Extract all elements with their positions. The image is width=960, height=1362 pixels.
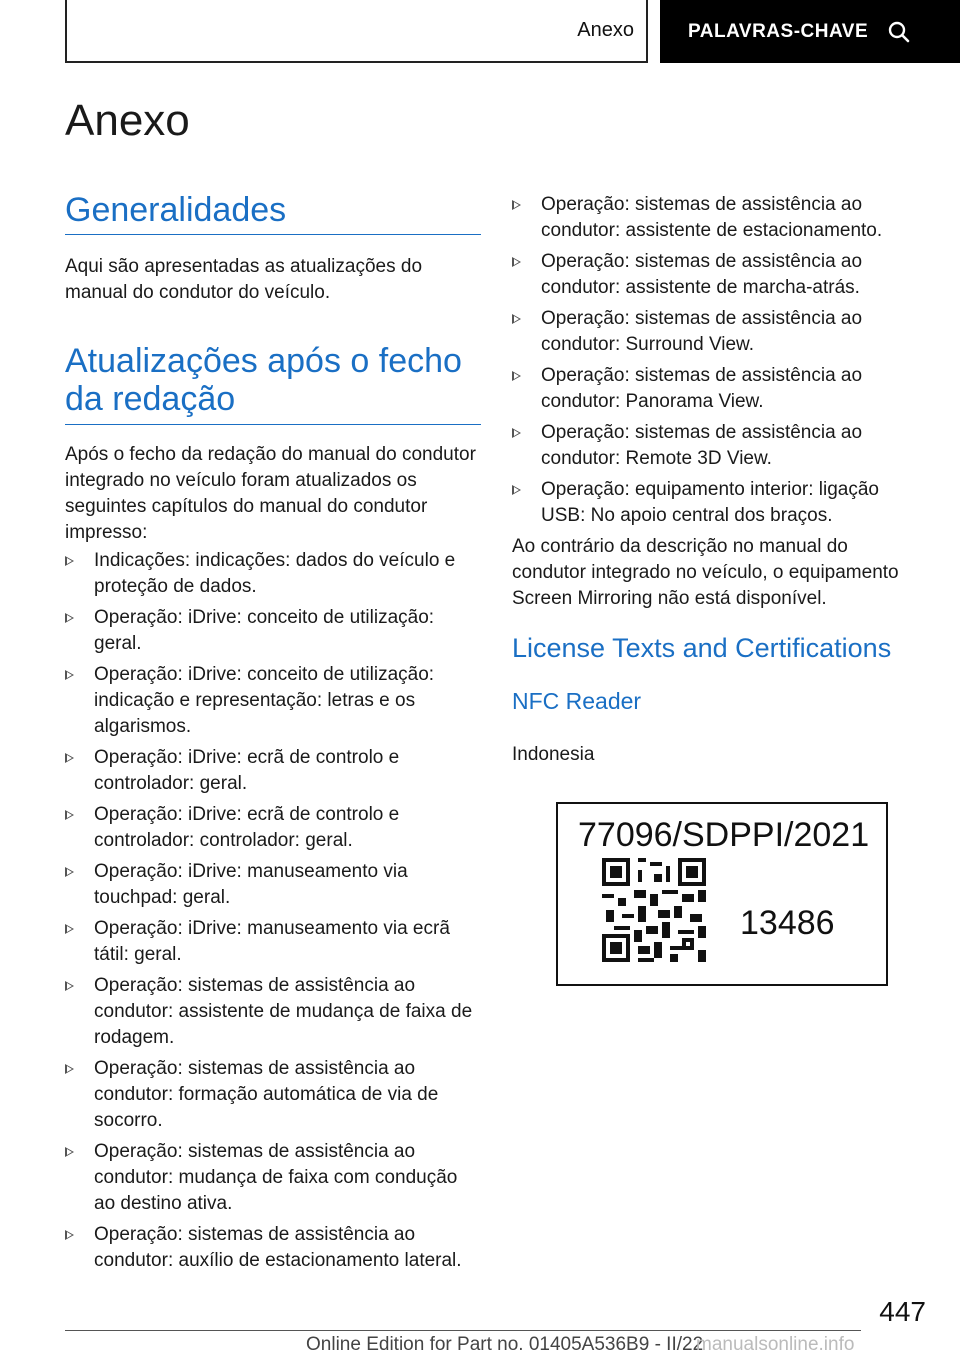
country-label: Indonesia bbox=[512, 744, 595, 765]
list-item bbox=[65, 916, 481, 968]
list-item-text: Operação: sistemas de assistência ao condutor: assistente de marcha-atrás. bbox=[541, 251, 863, 298]
header-section-tab[interactable] bbox=[65, 0, 648, 63]
chapter-list-left bbox=[65, 548, 481, 1279]
section-title-generalidades: Generalidades bbox=[65, 191, 287, 229]
list-item-text: Operação: iDrive: conceito de utilização: geral. bbox=[94, 607, 435, 654]
bullet-triangle-icon bbox=[65, 613, 74, 623]
list-item bbox=[512, 477, 922, 529]
bullet-triangle-icon bbox=[65, 810, 74, 820]
list-item bbox=[65, 662, 481, 740]
search-icon bbox=[888, 21, 910, 43]
list-item-text: Operação: equipamento interior: ligação USB: No apoio central dos braços. bbox=[541, 479, 879, 526]
section-rule bbox=[65, 234, 481, 235]
list-item-text: Indicações: indicações: dados do veículo e proteção de dados. bbox=[94, 550, 456, 597]
bullet-triangle-icon bbox=[65, 867, 74, 877]
list-item bbox=[65, 1222, 481, 1274]
list-item-text: Operação: iDrive: manuseamento via touchpad: geral. bbox=[94, 861, 408, 908]
list-item-text: Operação: iDrive: ecrã de controlo e controlador: controlador: geral. bbox=[94, 804, 400, 851]
bullet-triangle-icon bbox=[512, 314, 521, 324]
page-title: Anexo bbox=[65, 96, 190, 145]
certification-code: 77096/SDPPI/2021 bbox=[578, 816, 870, 854]
bullet-triangle-icon bbox=[65, 1230, 74, 1240]
header-section-label: Anexo bbox=[577, 19, 634, 41]
certification-label bbox=[556, 802, 888, 986]
list-item bbox=[65, 548, 481, 600]
list-item bbox=[65, 1139, 481, 1217]
section-title-license: License Texts and Certifications bbox=[512, 633, 892, 663]
list-item bbox=[512, 249, 922, 301]
bullet-triangle-icon bbox=[65, 1064, 74, 1074]
list-item bbox=[65, 859, 481, 911]
section-rule bbox=[65, 424, 481, 425]
list-item-text: Operação: iDrive: manuseamento via ecrã tátil: geral. bbox=[94, 918, 450, 965]
list-item bbox=[65, 973, 481, 1051]
atualizacoes-intro: Após o fecho da redação do manual do condutor integrado no veículo foram atualizados os seguintes capítulos do manual do condutor impresso: bbox=[65, 444, 476, 543]
atualizacoes-outro: Ao contrário da descrição no manual do condutor integrado no veículo, o equipamento Screen Mirroring não está disponível. bbox=[512, 536, 899, 609]
list-item-text: Operação: sistemas de assistência ao condutor: Panorama View. bbox=[541, 365, 863, 412]
bullet-triangle-icon bbox=[65, 981, 74, 991]
bullet-triangle-icon bbox=[65, 924, 74, 934]
bullet-triangle-icon bbox=[512, 371, 521, 381]
chapter-list-right bbox=[512, 192, 922, 534]
bullet-triangle-icon bbox=[512, 428, 521, 438]
list-item bbox=[65, 605, 481, 657]
qr-code-icon bbox=[602, 858, 706, 962]
certification-number: 13486 bbox=[740, 904, 835, 942]
generalidades-text: Aqui são apresentadas as atualizações do manual do condutor do veículo. bbox=[65, 256, 423, 303]
list-item-text: Operação: sistemas de assistência ao condutor: Surround View. bbox=[541, 308, 863, 355]
footer-rule bbox=[65, 1330, 861, 1331]
list-item bbox=[512, 420, 922, 472]
bullet-triangle-icon bbox=[512, 257, 521, 267]
list-item bbox=[512, 192, 922, 244]
watermark: manualsonline.info bbox=[696, 1334, 855, 1355]
section-subtitle-nfc: NFC Reader bbox=[512, 688, 642, 714]
list-item-text: Operação: sistemas de assistência ao condutor: assistente de estacionamento. bbox=[541, 194, 883, 241]
section-title-atualizacoes bbox=[65, 342, 462, 418]
bullet-triangle-icon bbox=[512, 485, 521, 495]
list-item-text: Operação: iDrive: ecrã de controlo e controlador: geral. bbox=[94, 747, 400, 794]
bullet-triangle-icon bbox=[512, 200, 521, 210]
bullet-triangle-icon bbox=[65, 556, 74, 566]
keywords-button[interactable] bbox=[660, 0, 960, 63]
list-item bbox=[65, 802, 481, 854]
bullet-triangle-icon bbox=[65, 753, 74, 763]
list-item-text: Operação: sistemas de assistência ao condutor: formação automática de via de socorro. bbox=[94, 1058, 439, 1131]
list-item-text: Operação: sistemas de assistência ao condutor: Remote 3D View. bbox=[541, 422, 863, 469]
list-item bbox=[512, 306, 922, 358]
footer-edition: Online Edition for Part no. 01405A536B9 - II/22 bbox=[306, 1334, 704, 1355]
list-item-text: Operação: sistemas de assistência ao condutor: mudança de faixa com condução ao destino ativa. bbox=[94, 1141, 458, 1214]
bullet-triangle-icon bbox=[65, 1147, 74, 1157]
section-title-line: da redação bbox=[65, 380, 236, 418]
list-item bbox=[512, 363, 922, 415]
list-item bbox=[65, 1056, 481, 1134]
section-title-line: Atualizações após o fecho bbox=[65, 342, 462, 380]
list-item bbox=[65, 745, 481, 797]
list-item-text: Operação: iDrive: conceito de utilização: indicação e representação: letras e os algarismos. bbox=[94, 664, 435, 737]
bullet-triangle-icon bbox=[65, 670, 74, 680]
list-item-text: Operação: sistemas de assistência ao condutor: assistente de mudança de faixa de rodagem. bbox=[94, 975, 473, 1048]
keywords-label: PALAVRAS-CHAVE bbox=[688, 20, 869, 42]
page-number: 447 bbox=[879, 1296, 926, 1327]
list-item-text: Operação: sistemas de assistência ao condutor: auxílio de estacionamento lateral. bbox=[94, 1224, 462, 1271]
